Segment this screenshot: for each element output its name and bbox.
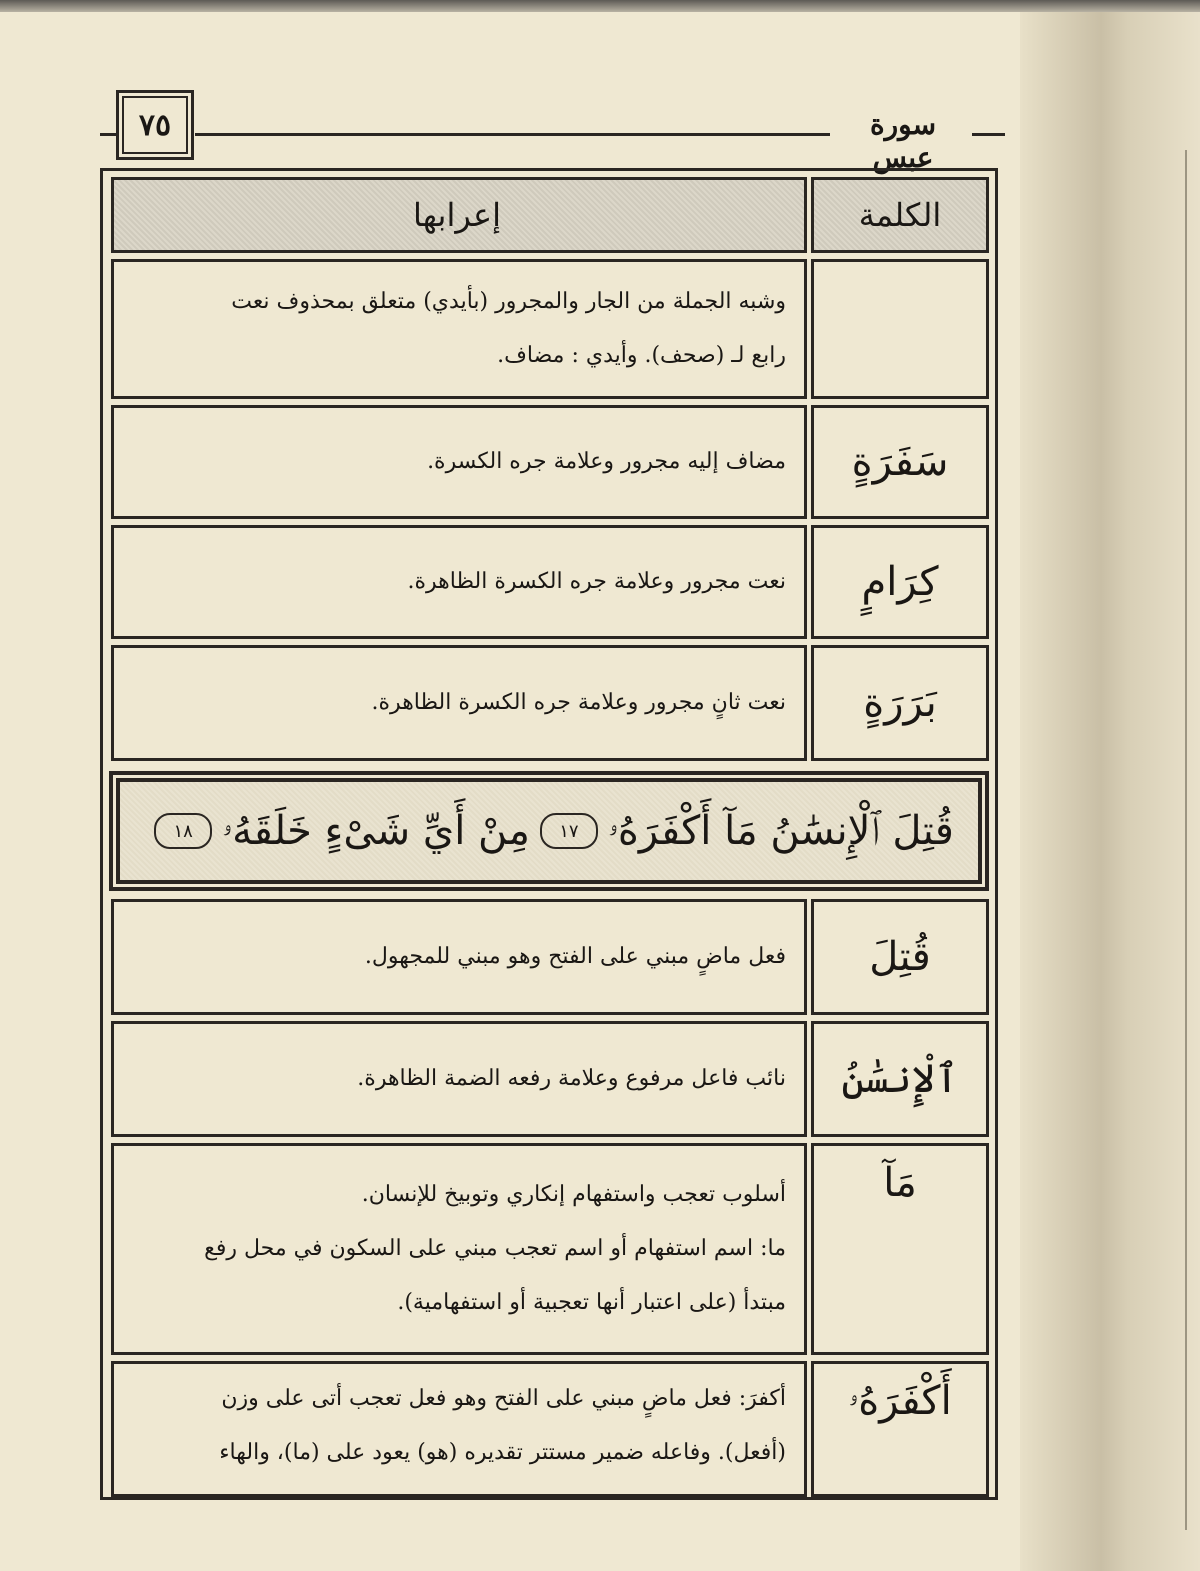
irab-line: رابع لـ (صحف). وأيدي : مضاف. bbox=[497, 343, 786, 368]
verse-text-part1: قُتِلَ ٱلْإِنسَٰنُ مَآ أَكْفَرَهُۥ bbox=[607, 808, 954, 854]
irab-cell bbox=[111, 525, 807, 639]
irab-line: نعت مجرور وعلامة جره الكسرة الظاهرة. bbox=[407, 569, 786, 594]
facing-page-edge bbox=[1185, 150, 1200, 1530]
irab-cell bbox=[111, 1361, 807, 1497]
table-row bbox=[103, 893, 995, 1015]
header-rule bbox=[195, 133, 830, 136]
irab-line: أكفرَ: فعل ماضٍ مبني على الفتح وهو فعل تعجب أتى على وزن bbox=[221, 1386, 786, 1411]
word-cell: مَآ bbox=[811, 1143, 989, 1355]
table-row bbox=[103, 1137, 995, 1355]
table-header-row bbox=[103, 171, 995, 253]
irab-cell bbox=[111, 259, 807, 399]
verse-number-marker: ١٨ bbox=[154, 813, 212, 849]
surah-title: سورة عبس bbox=[869, 108, 937, 174]
word-cell: أَكْفَرَهُۥ bbox=[811, 1361, 989, 1497]
table-row bbox=[103, 1015, 995, 1137]
irab-line: نائب فاعل مرفوع وعلامة رفعه الضمة الظاهرة. bbox=[357, 1066, 786, 1091]
irab-line: مبتدأ (على اعتبار أنها تعجبية أو استفهامية). bbox=[397, 1290, 786, 1315]
irab-line: فعل ماضٍ مبني على الفتح وهو مبني للمجهول. bbox=[364, 944, 786, 969]
book-spine-shadow bbox=[1020, 0, 1200, 1571]
header-rule-left bbox=[100, 133, 116, 136]
irab-line: مضاف إليه مجرور وعلامة جره الكسرة. bbox=[427, 449, 786, 474]
word-cell: سَفَرَةٍ bbox=[811, 405, 989, 519]
table-row bbox=[103, 253, 995, 399]
word-cell: ٱلْإِنسَٰنُ bbox=[811, 1021, 989, 1137]
page-top-edge bbox=[0, 0, 1200, 12]
word-cell: قُتِلَ bbox=[811, 899, 989, 1015]
verse-text-part2: مِنْ أَيِّ شَىْءٍ خَلَقَهُۥ bbox=[222, 808, 530, 854]
page-number: ٧٥ bbox=[116, 90, 194, 160]
irab-table bbox=[100, 168, 998, 1500]
irab-line: أسلوب تعجب واستفهام إنكاري وتوبيخ للإنسان. bbox=[361, 1182, 786, 1207]
irab-cell bbox=[111, 645, 807, 761]
irab-cell bbox=[111, 1143, 807, 1355]
verse-number-marker: ١٧ bbox=[540, 813, 598, 849]
irab-line: ما: اسم استفهام أو اسم تعجب مبني على السكون في محل رفع bbox=[204, 1236, 786, 1261]
word-cell: كِرَامٍ bbox=[811, 525, 989, 639]
column-header-irab: إعرابها bbox=[111, 177, 807, 253]
header-rule-right bbox=[972, 133, 1005, 136]
irab-cell bbox=[111, 1021, 807, 1137]
irab-line: نعت ثانٍ مجرور وعلامة جره الكسرة الظاهرة. bbox=[371, 690, 786, 715]
column-header-word: الكلمة bbox=[811, 177, 989, 253]
irab-cell bbox=[111, 405, 807, 519]
word-cell bbox=[811, 259, 989, 399]
page-header bbox=[100, 90, 1005, 174]
table-row bbox=[103, 1355, 995, 1497]
table-row bbox=[103, 399, 995, 519]
irab-line: وشبه الجملة من الجار والمجرور (بأيدي) متعلق بمحذوف نعت bbox=[231, 289, 786, 314]
word-cell: بَرَرَةٍ bbox=[811, 645, 989, 761]
table-row bbox=[103, 639, 995, 761]
irab-line: (أفعل). وفاعله ضمير مستتر تقديره (هو) يعود على (ما)، والهاء bbox=[219, 1440, 786, 1465]
irab-cell bbox=[111, 899, 807, 1015]
table-row bbox=[103, 519, 995, 639]
quran-verse-band bbox=[109, 771, 989, 891]
